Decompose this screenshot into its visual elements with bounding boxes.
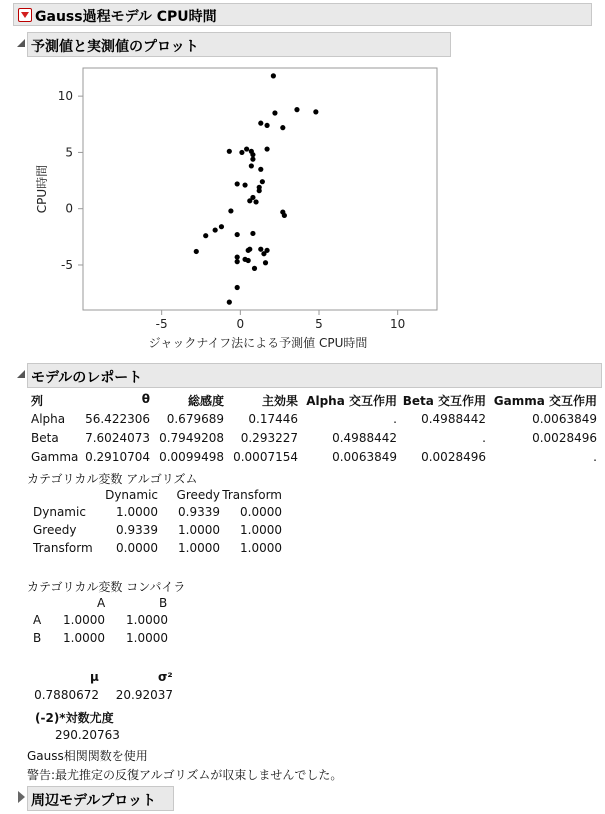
data-point[interactable] [282, 213, 287, 218]
sigma-label: σ² [158, 670, 173, 684]
loglik-label: (-2)*対数尤度 [35, 711, 114, 725]
marginal-section-header[interactable] [27, 786, 174, 811]
x-axis-label: ジャックナイフ法による予測値 CPU時間 [148, 336, 368, 350]
red-triangle-menu-icon[interactable] [18, 8, 32, 22]
plot-section-title: 予測値と実測値のプロット [31, 39, 199, 55]
table-cell: Alpha [31, 412, 66, 426]
actual-by-predicted-plot [0, 55, 605, 355]
table-cell: 0.0000 [240, 505, 282, 519]
data-point[interactable] [258, 167, 263, 172]
data-point[interactable] [272, 110, 277, 115]
table-header: Alpha 交互作用 [306, 394, 397, 408]
table-cell: Beta [31, 431, 59, 445]
data-point[interactable] [227, 300, 232, 305]
data-point[interactable] [252, 266, 257, 271]
loglik-value: 290.20763 [55, 728, 120, 742]
model-report-disclosure-icon[interactable] [17, 370, 25, 378]
data-point[interactable] [239, 150, 244, 155]
table-cell: B [33, 631, 42, 645]
data-point[interactable] [235, 232, 240, 237]
table-cell: 0.0063849 [332, 450, 397, 464]
table-header: θ [141, 392, 150, 406]
data-point[interactable] [246, 258, 251, 263]
table-header: Greedy [176, 488, 220, 502]
data-point[interactable] [242, 182, 247, 187]
table-cell: 56.422306 [85, 412, 150, 426]
table-cell: 0.0099498 [159, 450, 224, 464]
y-tick-label: 0 [65, 201, 73, 216]
data-point[interactable] [271, 73, 276, 78]
data-point[interactable] [227, 149, 232, 154]
data-point[interactable] [263, 260, 268, 265]
table-cell: 1.0000 [178, 541, 220, 555]
table-cell: 0.293227 [240, 431, 298, 445]
data-point[interactable] [294, 107, 299, 112]
data-point[interactable] [250, 231, 255, 236]
table-cell: Dynamic [33, 505, 86, 519]
table-cell: . [393, 412, 397, 426]
data-point[interactable] [280, 125, 285, 130]
data-point[interactable] [261, 251, 266, 256]
table-header: B [159, 596, 168, 610]
table-cell: 1.0000 [240, 523, 282, 537]
table-header: Beta 交互作用 [402, 394, 486, 408]
table-cell: 7.6024073 [85, 431, 150, 445]
table-cell: . [593, 450, 597, 464]
model-report-title: モデルのレポート [31, 370, 143, 386]
cat-compiler-title: カテゴリカル変数 コンパイラ [27, 580, 186, 594]
data-point[interactable] [247, 247, 252, 252]
convergence-warning: 警告:最尤推定の反復アルゴリズムが収束しませんでした。 [27, 768, 343, 782]
y-tick-label: 10 [57, 89, 73, 104]
data-point[interactable] [235, 259, 240, 264]
table-cell: Transform [33, 541, 93, 555]
table-header: 総感度 [187, 394, 224, 408]
table-header: Transform [222, 488, 282, 502]
data-point[interactable] [247, 198, 252, 203]
correlation-note: Gauss相関関数を使用 [27, 749, 148, 763]
data-point[interactable] [235, 181, 240, 186]
table-header: 主効果 [261, 394, 298, 408]
table-cell: 1.0000 [63, 631, 105, 645]
report-header[interactable] [13, 3, 592, 26]
data-point[interactable] [219, 224, 224, 229]
table-cell: 0.4988442 [421, 412, 486, 426]
table-cell: 1.0000 [63, 613, 105, 627]
table-cell: 1.0000 [126, 613, 168, 627]
table-cell: 0.0028496 [532, 431, 597, 445]
table-cell: 1.0000 [126, 631, 168, 645]
data-point[interactable] [264, 146, 269, 151]
table-cell: 1.0000 [116, 505, 158, 519]
table-cell: 0.0028496 [421, 450, 486, 464]
y-tick-label: 5 [65, 145, 73, 160]
table-cell: 0.0063849 [532, 412, 597, 426]
table-cell: 0.679689 [166, 412, 224, 426]
data-point[interactable] [203, 233, 208, 238]
table-cell: 1.0000 [240, 541, 282, 555]
table-cell: 0.0007154 [233, 450, 298, 464]
table-cell: 1.0000 [178, 523, 220, 537]
table-cell: 0.2910704 [85, 450, 150, 464]
table-cell: 0.0000 [116, 541, 158, 555]
table-header: Dynamic [105, 488, 158, 502]
data-point[interactable] [313, 109, 318, 114]
mu-label: μ [90, 670, 99, 684]
data-point[interactable] [228, 208, 233, 213]
data-point[interactable] [257, 188, 262, 193]
table-cell: A [33, 613, 42, 627]
data-point[interactable] [194, 249, 199, 254]
table-cell: . [482, 431, 486, 445]
data-point[interactable] [235, 285, 240, 290]
table-cell: Greedy [33, 523, 77, 537]
data-point[interactable] [235, 254, 240, 259]
table-header: 列 [31, 394, 44, 408]
data-point[interactable] [244, 146, 249, 151]
table-cell: 0.7949208 [159, 431, 224, 445]
table-cell: 0.4988442 [332, 431, 397, 445]
marginal-section-title: 周辺モデルプロット [31, 793, 157, 809]
y-axis-label: CPU時間 [35, 164, 49, 214]
x-tick-label: -5 [155, 317, 168, 331]
table-cell: 0.9339 [116, 523, 158, 537]
x-tick-label: 10 [390, 317, 406, 331]
data-point[interactable] [250, 157, 255, 162]
mu-value: 0.7880672 [34, 688, 99, 702]
model-report-header[interactable] [27, 363, 602, 388]
data-point[interactable] [213, 227, 218, 232]
report-title: Gauss過程モデル CPU時間 [35, 9, 217, 25]
plot-section-header[interactable] [27, 32, 451, 57]
data-point[interactable] [250, 152, 255, 157]
table-header: A [97, 596, 106, 610]
table-cell: 0.9339 [178, 505, 220, 519]
table-cell: Gamma [31, 450, 79, 464]
x-tick-label: 5 [315, 317, 323, 331]
data-point[interactable] [264, 123, 269, 128]
data-point[interactable] [253, 199, 258, 204]
data-point[interactable] [260, 179, 265, 184]
data-point[interactable] [258, 247, 263, 252]
table-header: Gamma 交互作用 [493, 394, 597, 408]
cat-algorithm-title: カテゴリカル変数 アルゴリズム [27, 472, 198, 486]
plot-section-disclosure-icon[interactable] [17, 39, 25, 47]
marginal-section-disclosure-icon[interactable] [18, 791, 25, 803]
data-point[interactable] [258, 121, 263, 126]
sigma-value: 20.92037 [115, 688, 173, 702]
y-tick-label: -5 [61, 257, 73, 272]
data-point[interactable] [249, 163, 254, 168]
table-cell: 0.17446 [248, 412, 298, 426]
x-tick-label: 0 [236, 317, 245, 331]
